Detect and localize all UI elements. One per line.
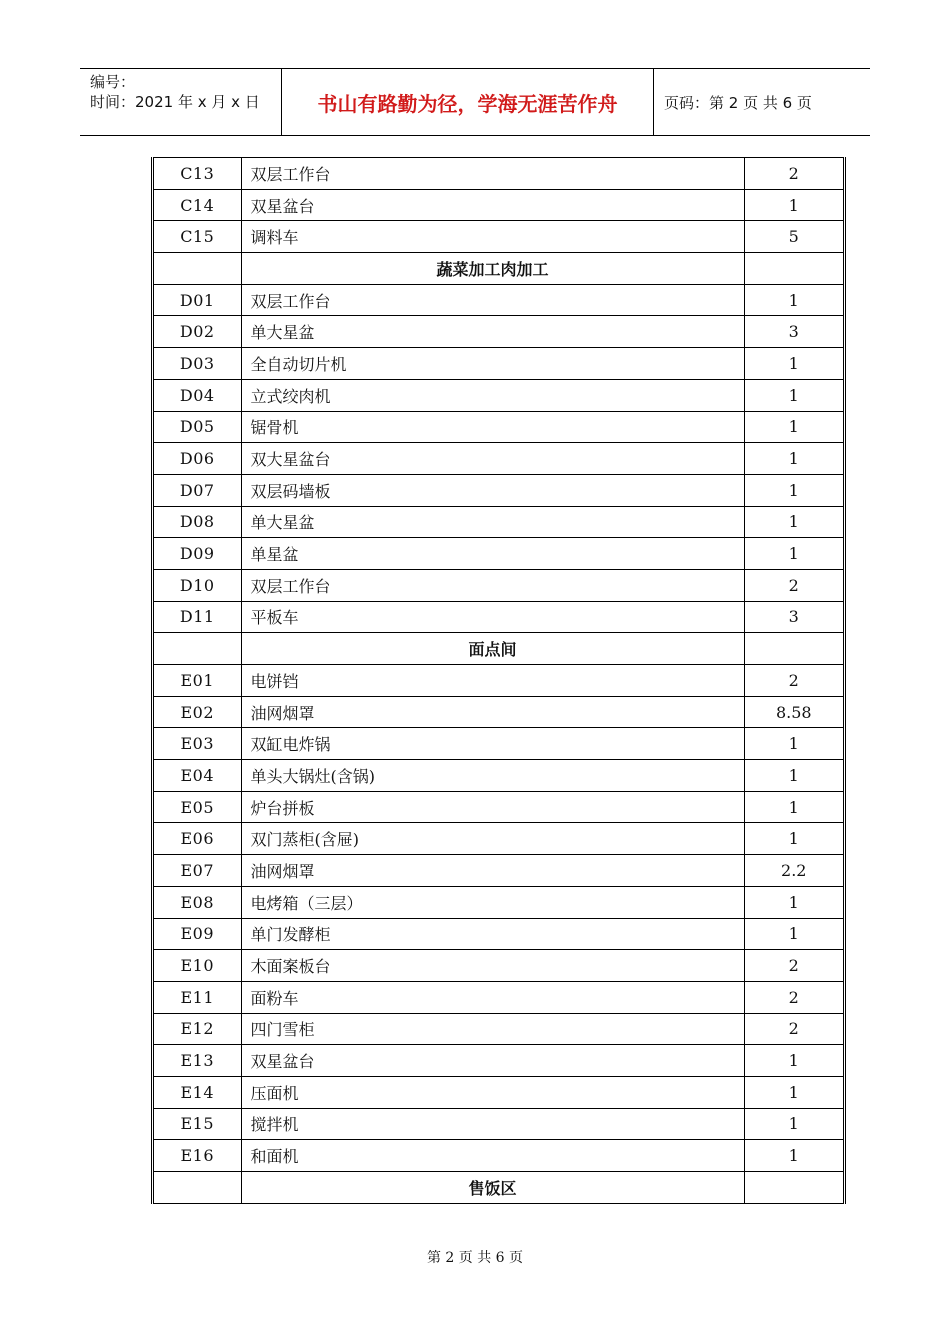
item-name-cell: 单门发酵柜: [241, 918, 744, 950]
table-row: [154, 728, 843, 760]
item-code-cell: E11: [154, 981, 241, 1013]
table-row: [154, 1076, 843, 1108]
item-code-cell: E07: [154, 855, 241, 887]
table-row: [154, 284, 843, 316]
item-name-cell: 全自动切片机: [241, 348, 744, 380]
item-name-cell: 调料车: [241, 221, 744, 253]
item-qty-cell: 1: [744, 728, 843, 760]
page-header: [80, 68, 870, 136]
item-name-cell: 压面机: [241, 1076, 744, 1108]
item-code-cell: D04: [154, 379, 241, 411]
table-row: [154, 823, 843, 855]
table-row: [154, 601, 843, 633]
table-row: [154, 316, 843, 348]
item-name-cell: 油网烟罩: [241, 855, 744, 887]
item-qty-cell: 1: [744, 1140, 843, 1172]
table-row: [154, 221, 843, 253]
table-row: [154, 665, 843, 697]
item-name-cell: 双星盆台: [241, 189, 744, 221]
item-name-cell: 单星盆: [241, 538, 744, 570]
table-row: [154, 760, 843, 792]
item-code-cell: E08: [154, 886, 241, 918]
equipment-table-wrapper: [151, 157, 846, 1204]
item-qty-cell: 1: [744, 506, 843, 538]
table-row: [154, 1045, 843, 1077]
item-code-cell: D02: [154, 316, 241, 348]
item-qty-cell: 1: [744, 760, 843, 792]
item-code-cell: E09: [154, 918, 241, 950]
item-name-cell: 四门雪柜: [241, 1013, 744, 1045]
item-code-cell: D01: [154, 284, 241, 316]
table-row: [154, 696, 843, 728]
equipment-table: [154, 157, 843, 1204]
item-qty-cell: 1: [744, 379, 843, 411]
item-code-cell: [154, 1172, 241, 1204]
table-row: [154, 443, 843, 475]
table-row: [154, 379, 843, 411]
item-name-cell: 双层码墙板: [241, 474, 744, 506]
table-row: [154, 411, 843, 443]
item-code-cell: D10: [154, 569, 241, 601]
item-name-cell: 双层工作台: [241, 284, 744, 316]
item-code-cell: E10: [154, 950, 241, 982]
item-qty-cell: 2: [744, 569, 843, 601]
item-qty-cell: 8.58: [744, 696, 843, 728]
table-row: [154, 348, 843, 380]
item-code-cell: E15: [154, 1108, 241, 1140]
table-row: [154, 918, 843, 950]
item-qty-cell: 2: [744, 1013, 843, 1045]
item-name-cell: 电饼铛: [241, 665, 744, 697]
item-qty-cell: 2.2: [744, 855, 843, 887]
item-qty-cell: [744, 1172, 843, 1204]
item-name-cell: 单头大锅灶(含锅): [241, 760, 744, 792]
item-name-cell: 双星盆台: [241, 1045, 744, 1077]
item-code-cell: E04: [154, 760, 241, 792]
table-row: [154, 189, 843, 221]
item-qty-cell: 1: [744, 1108, 843, 1140]
item-code-cell: D03: [154, 348, 241, 380]
item-name-cell: 炉台拼板: [241, 791, 744, 823]
item-name-cell: 单大星盆: [241, 316, 744, 348]
item-name-cell: 油网烟罩: [241, 696, 744, 728]
number-label: 编号：: [90, 73, 136, 91]
item-qty-cell: 1: [744, 823, 843, 855]
table-row: [154, 1140, 843, 1172]
item-name-cell: 木面案板台: [241, 950, 744, 982]
section-row: [154, 633, 843, 665]
item-qty-cell: 1: [744, 189, 843, 221]
item-code-cell: E14: [154, 1076, 241, 1108]
page-footer: 第 2 页 共 6 页: [426, 1250, 524, 1266]
item-name-cell: 立式绞肉机: [241, 379, 744, 411]
table-row: [154, 569, 843, 601]
table-row: [154, 1108, 843, 1140]
table-row: [154, 1013, 843, 1045]
item-code-cell: E01: [154, 665, 241, 697]
item-code-cell: [154, 633, 241, 665]
equipment-table-body: [154, 158, 843, 1204]
item-name-cell: 平板车: [241, 601, 744, 633]
item-code-cell: C13: [154, 158, 241, 190]
table-row: [154, 950, 843, 982]
item-qty-cell: 1: [744, 348, 843, 380]
item-code-cell: D06: [154, 443, 241, 475]
item-code-cell: D07: [154, 474, 241, 506]
header-meta: [80, 69, 282, 135]
item-code-cell: D09: [154, 538, 241, 570]
item-qty-cell: 1: [744, 538, 843, 570]
item-code-cell: E12: [154, 1013, 241, 1045]
item-code-cell: E06: [154, 823, 241, 855]
item-qty-cell: 2: [744, 981, 843, 1013]
header-page-info: 页码：第 2 页 共 6 页: [664, 93, 812, 112]
table-row: [154, 474, 843, 506]
table-row: [154, 158, 843, 190]
section-title-cell: 面点间: [241, 633, 744, 665]
table-row: [154, 981, 843, 1013]
item-code-cell: E02: [154, 696, 241, 728]
item-qty-cell: 1: [744, 1045, 843, 1077]
item-code-cell: D08: [154, 506, 241, 538]
item-qty-cell: [744, 253, 843, 285]
item-qty-cell: 1: [744, 443, 843, 475]
item-code-cell: D05: [154, 411, 241, 443]
item-name-cell: 电烤箱（三层）: [241, 886, 744, 918]
item-name-cell: 双层工作台: [241, 158, 744, 190]
item-name-cell: 双层工作台: [241, 569, 744, 601]
item-name-cell: 和面机: [241, 1140, 744, 1172]
item-qty-cell: 2: [744, 950, 843, 982]
section-title-cell: 蔬菜加工肉加工: [241, 253, 744, 285]
header-motto: 书山有路勤为径，学海无涯苦作舟: [282, 69, 654, 135]
section-row: [154, 1172, 843, 1204]
item-name-cell: 双门蒸柜(含屉): [241, 823, 744, 855]
time-label: 时间：2021 年 x 月 x 日: [90, 93, 260, 111]
item-qty-cell: 1: [744, 886, 843, 918]
section-title-cell: 售饭区: [241, 1172, 744, 1204]
item-code-cell: C15: [154, 221, 241, 253]
item-qty-cell: 5: [744, 221, 843, 253]
item-code-cell: [154, 253, 241, 285]
item-code-cell: C14: [154, 189, 241, 221]
item-qty-cell: 2: [744, 665, 843, 697]
table-row: [154, 886, 843, 918]
table-row: [154, 506, 843, 538]
item-qty-cell: 1: [744, 791, 843, 823]
item-qty-cell: 3: [744, 601, 843, 633]
item-qty-cell: 1: [744, 474, 843, 506]
item-name-cell: 锯骨机: [241, 411, 744, 443]
item-code-cell: D11: [154, 601, 241, 633]
item-code-cell: E13: [154, 1045, 241, 1077]
table-row: [154, 791, 843, 823]
table-row: [154, 855, 843, 887]
item-qty-cell: 1: [744, 918, 843, 950]
item-name-cell: 单大星盆: [241, 506, 744, 538]
item-qty-cell: 3: [744, 316, 843, 348]
item-name-cell: 双大星盆台: [241, 443, 744, 475]
item-name-cell: 面粉车: [241, 981, 744, 1013]
table-row: [154, 538, 843, 570]
item-qty-cell: 2: [744, 158, 843, 190]
section-row: [154, 253, 843, 285]
item-qty-cell: 1: [744, 411, 843, 443]
item-name-cell: 搅拌机: [241, 1108, 744, 1140]
item-code-cell: E16: [154, 1140, 241, 1172]
item-name-cell: 双缸电炸锅: [241, 728, 744, 760]
item-code-cell: E03: [154, 728, 241, 760]
item-qty-cell: 1: [744, 1076, 843, 1108]
item-qty-cell: [744, 633, 843, 665]
item-qty-cell: 1: [744, 284, 843, 316]
item-code-cell: E05: [154, 791, 241, 823]
